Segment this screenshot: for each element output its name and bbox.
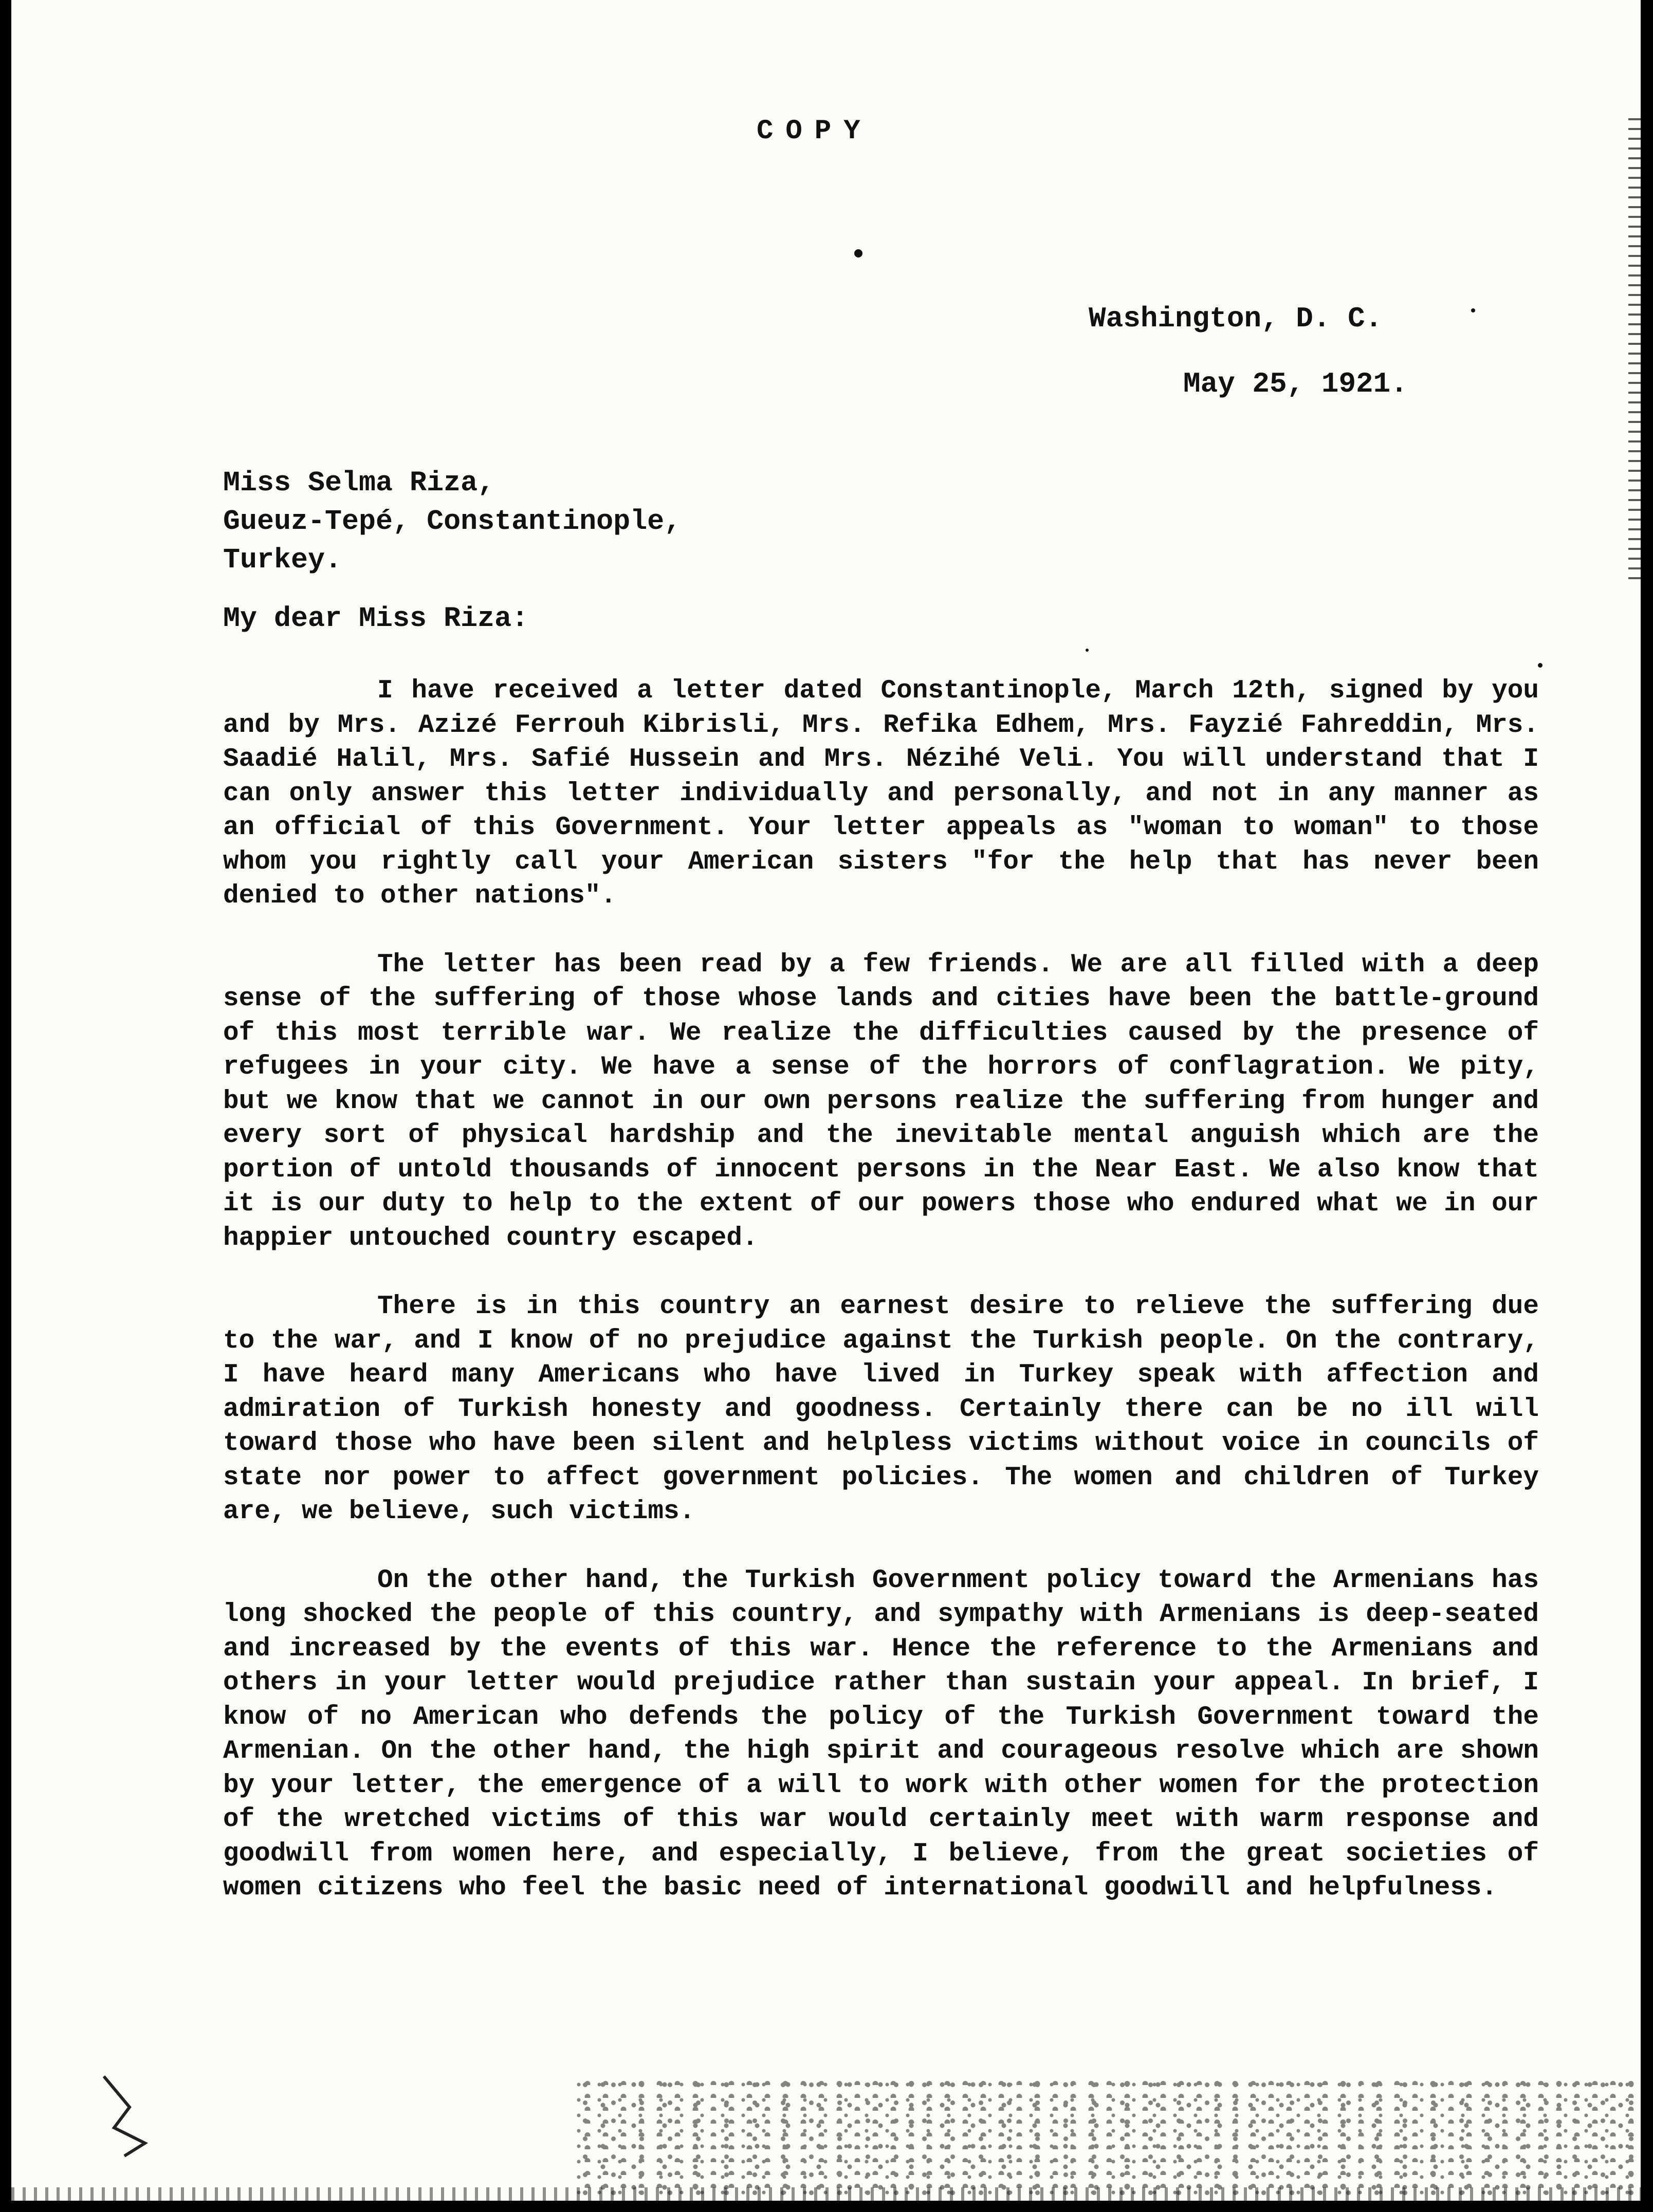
copy-label: COPY	[757, 116, 873, 147]
recipient-address	[223, 464, 681, 579]
salutation: My dear Miss Riza:	[223, 602, 529, 635]
scan-edge-noise	[1628, 118, 1641, 581]
body-paragraph: The letter has been read by a few friends. We are all filled with a deep sense of the suffering of those whose lands and cities have been the battle-ground of this most terrible war. We realize the difficulties caused by the presence of refugees in your city. We have a sense of the horrors of conflagration. We pity, but we know that we cannot in our own persons realize the suffering from hunger and every sort of physical hardship and the inevitable mental anguish which are the portion of untold thousands of innocent persons in the Near East. We also know that it is our duty to help to the extent of our powers those who endured what we in our happier untouched country escaped.	[223, 950, 1539, 1253]
body-paragraph: There is in this country an earnest desire to relieve the suffering due to the war, and I know of no prejudice against the Turkish people. On the contrary, I have heard many Americans who have lived in Turkey speak with affection and admiration of Turkish honesty and goodness. Certainly there can be no ill will toward those who have been silent and helpless victims without voice in councils of state nor power to affect government policies. The women and children of Turkey are, we believe, such victims.	[223, 1292, 1539, 1526]
body-paragraph: I have received a letter dated Constantinople, March 12th, signed by you and by Mrs. Azizé Ferrouh Kibrisli, Mrs. Refika Edhem, Mrs. Fayzié Fahreddin, Mrs. Saadié Halil, Mrs. Safié Hussein and Mrs. Nézihé Veli. You will understand that I can only answer this letter individually and personally, and not in any manner as an official of this Government. Your letter appeals as "woman to woman" to those whom you rightly call your American sisters "for the help that has never been denied to other nations".	[223, 676, 1539, 911]
recipient-line: Gueuz-Tepé, Constantinople,	[223, 505, 682, 538]
scan-bottom-speckle	[577, 2072, 1641, 2196]
letter-body	[223, 674, 1539, 1906]
scan-scribble-mark	[99, 2066, 171, 2164]
scan-bottom-edge	[11, 2187, 1641, 2201]
recipient-line: Miss Selma Riza,	[223, 467, 495, 499]
scan-dot	[1471, 308, 1475, 312]
letter-place: Washington, D. C.	[1089, 302, 1383, 335]
letter-page	[11, 0, 1641, 2201]
recipient-line: Turkey.	[223, 544, 342, 576]
scan-dot	[854, 249, 862, 257]
body-paragraph: On the other hand, the Turkish Government policy toward the Armenians has long shocked the people of this country, and sympathy with Armenians is deep-seated and increased by the events of this war. Hence the reference to the Armenians and others in your letter would prejudice rather than sustain your appeal. In brief, I know of no American who defends the policy of the Turkish Government toward the Armenian. On the other hand, the high spirit and courageous resolve which are shown by your letter, the emergence of a will to work with other women for the protection of the wretched victims of this war would certainly meet with warm response and goodwill from women here, and especially, I believe, from the great societies of women citizens who feel the basic need of international goodwill and helpfulness.	[223, 1565, 1539, 1903]
scan-dot	[1086, 649, 1089, 652]
scan-dot	[1538, 663, 1542, 668]
letter-date: May 25, 1921.	[1183, 367, 1408, 400]
